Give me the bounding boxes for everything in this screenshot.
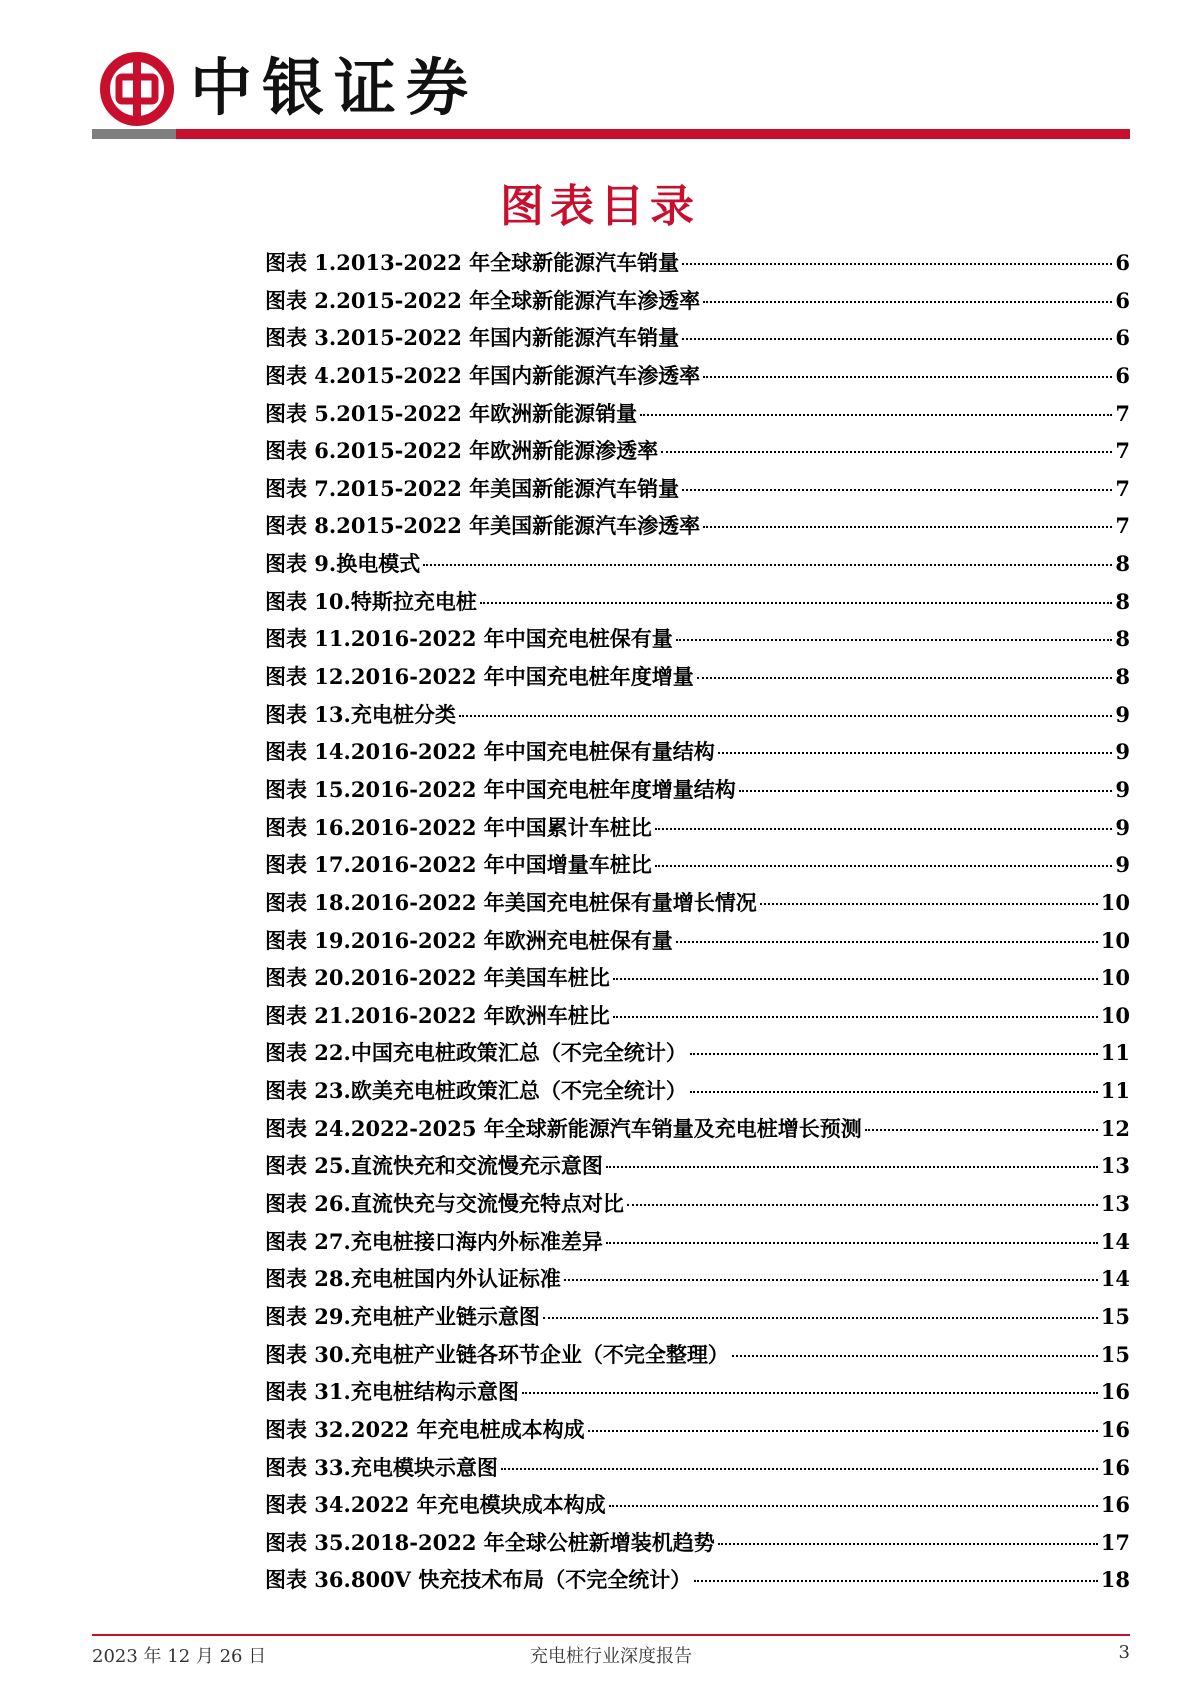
toc-leader-dots — [501, 1468, 1098, 1470]
toc-entry-page: 14 — [1100, 1266, 1130, 1292]
toc-entry-label: 图表 8.2015-2022 年美国新能源汽车渗透率 — [265, 513, 701, 539]
toc-entry-page: 6 — [1115, 287, 1130, 313]
toc-entry-label: 图表 25.直流快充和交流慢充示意图 — [265, 1153, 603, 1179]
page-footer — [92, 1642, 1130, 1668]
toc-entry-page: 12 — [1100, 1115, 1130, 1141]
toc-entry-page: 18 — [1100, 1567, 1130, 1593]
toc-leader-dots — [676, 941, 1098, 943]
toc-entry[interactable] — [265, 395, 1130, 433]
toc-leader-dots — [718, 1543, 1098, 1545]
toc-entry[interactable] — [265, 959, 1130, 997]
toc-entry[interactable] — [265, 1223, 1130, 1261]
header-rule-red — [176, 129, 1130, 139]
toc-entry[interactable] — [265, 809, 1130, 847]
toc-entry[interactable] — [265, 1373, 1130, 1411]
toc-leader-dots — [613, 978, 1098, 980]
toc-entry-page: 9 — [1115, 852, 1130, 878]
toc-entry-page: 15 — [1100, 1303, 1130, 1329]
toc-leader-dots — [865, 1129, 1098, 1131]
toc-entry[interactable] — [265, 658, 1130, 696]
toc-entry[interactable] — [265, 733, 1130, 771]
toc-leader-dots — [682, 489, 1112, 491]
brand-name: 中银证券 — [190, 51, 479, 124]
toc-entry[interactable] — [265, 282, 1130, 320]
toc-list — [265, 244, 1130, 1599]
toc-entry-label: 图表 22.中国充电桩政策汇总（不完全统计） — [265, 1040, 687, 1066]
toc-title: 图表目录 — [500, 181, 700, 232]
toc-leader-dots — [703, 301, 1112, 303]
toc-leader-dots — [613, 1016, 1098, 1018]
toc-entry[interactable] — [265, 1336, 1130, 1374]
toc-entry[interactable] — [265, 1411, 1130, 1449]
toc-entry-label: 图表 33.充电模块示意图 — [265, 1454, 498, 1480]
toc-leader-dots — [640, 414, 1112, 416]
toc-entry-label: 图表 5.2015-2022 年欧洲新能源销量 — [265, 400, 638, 426]
toc-entry[interactable] — [265, 620, 1130, 658]
toc-entry[interactable] — [265, 1034, 1130, 1072]
toc-entry-page: 9 — [1115, 739, 1130, 765]
toc-entry-label: 图表 20.2016-2022 年美国车桩比 — [265, 965, 610, 991]
toc-entry-page: 11 — [1100, 1078, 1130, 1104]
toc-leader-dots — [609, 1505, 1098, 1507]
toc-entry-page: 13 — [1100, 1153, 1130, 1179]
toc-entry[interactable] — [265, 696, 1130, 734]
toc-entry-page: 10 — [1100, 965, 1130, 991]
toc-entry[interactable] — [265, 1561, 1130, 1599]
toc-entry-label: 图表 17.2016-2022 年中国增量车桩比 — [265, 852, 652, 878]
toc-entry-label: 图表 28.充电桩国内外认证标准 — [265, 1266, 561, 1292]
toc-entry-page: 14 — [1100, 1228, 1130, 1254]
toc-entry-page: 8 — [1115, 551, 1130, 577]
toc-leader-dots — [760, 903, 1098, 905]
toc-leader-dots — [739, 790, 1113, 792]
toc-entry-page: 16 — [1100, 1492, 1130, 1518]
toc-entry-label: 图表 23.欧美充电桩政策汇总（不完全统计） — [265, 1078, 687, 1104]
toc-entry-page: 8 — [1115, 664, 1130, 690]
toc-leader-dots — [718, 752, 1113, 754]
toc-leader-dots — [703, 526, 1112, 528]
toc-leader-dots — [606, 1242, 1098, 1244]
toc-entry-page: 16 — [1100, 1416, 1130, 1442]
toc-entry-page: 11 — [1100, 1040, 1130, 1066]
toc-leader-dots — [459, 715, 1113, 717]
toc-leader-dots — [694, 1580, 1097, 1582]
toc-entry-label: 图表 15.2016-2022 年中国充电桩年度增量结构 — [265, 776, 736, 802]
toc-leader-dots — [661, 451, 1112, 453]
toc-entry-page: 6 — [1115, 325, 1130, 351]
toc-entry-label: 图表 10.特斯拉充电桩 — [265, 588, 477, 614]
toc-entry[interactable] — [265, 583, 1130, 621]
toc-entry-page: 15 — [1100, 1341, 1130, 1367]
toc-entry-page: 9 — [1115, 701, 1130, 727]
toc-entry-page: 7 — [1115, 438, 1130, 464]
toc-entry-label: 图表 24.2022-2025 年全球新能源汽车销量及充电桩增长预测 — [265, 1115, 862, 1141]
toc-leader-dots — [682, 338, 1112, 340]
footer-page-number: 3 — [1118, 1642, 1130, 1663]
toc-entry-label: 图表 2.2015-2022 年全球新能源汽车渗透率 — [265, 287, 701, 313]
toc-entry-label: 图表 26.直流快充与交流慢充特点对比 — [265, 1191, 624, 1217]
toc-entry-page: 16 — [1100, 1379, 1130, 1405]
page-header — [0, 0, 1200, 140]
toc-entry[interactable] — [265, 1449, 1130, 1487]
toc-entry-label: 图表 35.2018-2022 年全球公桩新增装机趋势 — [265, 1529, 715, 1555]
toc-leader-dots — [606, 1166, 1098, 1168]
toc-entry-label: 图表 18.2016-2022 年美国充电桩保有量增长情况 — [265, 889, 757, 915]
toc-entry-label: 图表 3.2015-2022 年国内新能源汽车销量 — [265, 325, 680, 351]
toc-entry-page: 10 — [1100, 1002, 1130, 1028]
toc-entry-page: 16 — [1100, 1454, 1130, 1480]
header-rule-gray — [92, 129, 176, 139]
toc-leader-dots — [564, 1279, 1098, 1281]
toc-entry-label: 图表 12.2016-2022 年中国充电桩年度增量 — [265, 664, 694, 690]
footer-rule — [92, 1634, 1130, 1636]
toc-entry[interactable] — [265, 884, 1130, 922]
toc-entry-label: 图表 34.2022 年充电模块成本构成 — [265, 1492, 606, 1518]
toc-entry-label: 图表 19.2016-2022 年欧洲充电桩保有量 — [265, 927, 673, 953]
toc-entry-label: 图表 9.换电模式 — [265, 551, 421, 577]
toc-entry[interactable] — [265, 922, 1130, 960]
toc-entry[interactable] — [265, 1298, 1130, 1336]
toc-leader-dots — [655, 865, 1113, 867]
toc-entry[interactable] — [265, 1524, 1130, 1562]
toc-entry-label: 图表 14.2016-2022 年中国充电桩保有量结构 — [265, 739, 715, 765]
toc-entry-label: 图表 4.2015-2022 年国内新能源汽车渗透率 — [265, 362, 701, 388]
toc-entry-label: 图表 30.充电桩产业链各环节企业（不完全整理） — [265, 1341, 729, 1367]
toc-entry-page: 6 — [1115, 250, 1130, 275]
toc-entry-label: 图表 7.2015-2022 年美国新能源汽车销量 — [265, 475, 680, 501]
toc-leader-dots — [676, 639, 1113, 641]
toc-entry-label: 图表 27.充电桩接口海内外标准差异 — [265, 1228, 603, 1254]
toc-entry[interactable] — [265, 507, 1130, 545]
toc-entry-label: 图表 29.充电桩产业链示意图 — [265, 1303, 540, 1329]
toc-entry-page: 8 — [1115, 588, 1130, 614]
toc-entry-page: 8 — [1115, 626, 1130, 652]
toc-entry[interactable] — [265, 319, 1130, 357]
toc-leader-dots — [682, 263, 1112, 265]
toc-entry[interactable] — [265, 1072, 1130, 1110]
toc-leader-dots — [588, 1430, 1098, 1432]
toc-entry[interactable] — [265, 244, 1130, 282]
toc-entry[interactable] — [265, 432, 1130, 470]
toc-leader-dots — [627, 1204, 1098, 1206]
toc-leader-dots — [697, 677, 1113, 679]
toc-leader-dots — [423, 564, 1112, 566]
toc-entry-page: 6 — [1115, 362, 1130, 388]
toc-leader-dots — [690, 1091, 1098, 1093]
toc-entry[interactable] — [265, 997, 1130, 1035]
toc-entry[interactable] — [265, 1185, 1130, 1223]
toc-entry-label: 图表 31.充电桩结构示意图 — [265, 1379, 519, 1405]
toc-leader-dots — [732, 1355, 1098, 1357]
toc-entry-page: 7 — [1115, 513, 1130, 539]
bank-of-china-logo-icon — [100, 52, 174, 126]
toc-entry-page: 17 — [1100, 1529, 1130, 1555]
toc-entry-page: 7 — [1115, 475, 1130, 501]
toc-entry-label: 图表 11.2016-2022 年中国充电桩保有量 — [265, 626, 673, 652]
toc-entry[interactable] — [265, 470, 1130, 508]
toc-entry[interactable] — [265, 1147, 1130, 1185]
toc-leader-dots — [655, 828, 1113, 830]
toc-leader-dots — [543, 1317, 1098, 1319]
toc-entry-page: 7 — [1115, 400, 1130, 426]
toc-leader-dots — [522, 1392, 1098, 1394]
toc-entry[interactable] — [265, 846, 1130, 884]
footer-date: 2023 年 12 月 26 日 — [92, 1646, 267, 1667]
toc-entry-label: 图表 1.2013-2022 年全球新能源汽车销量 — [265, 250, 680, 275]
footer-doc-title: 充电桩行业深度报告 — [530, 1646, 692, 1667]
toc-entry-page: 10 — [1100, 889, 1130, 915]
toc-entry-label: 图表 21.2016-2022 年欧洲车桩比 — [265, 1002, 610, 1028]
toc-entry-page: 13 — [1100, 1191, 1130, 1217]
toc-entry-label: 图表 36.800V 快充技术布局（不完全统计） — [265, 1567, 692, 1593]
toc-entry[interactable] — [265, 771, 1130, 809]
toc-entry-label: 图表 6.2015-2022 年欧洲新能源渗透率 — [265, 438, 659, 464]
toc-entry[interactable] — [265, 357, 1130, 395]
toc-entry-page: 10 — [1100, 927, 1130, 953]
toc-leader-dots — [703, 376, 1112, 378]
toc-entry[interactable] — [265, 1260, 1130, 1298]
toc-entry-label: 图表 13.充电桩分类 — [265, 701, 456, 727]
toc-entry[interactable] — [265, 1110, 1130, 1148]
toc-leader-dots — [480, 602, 1113, 604]
toc-entry-page: 9 — [1115, 814, 1130, 840]
toc-entry[interactable] — [265, 1486, 1130, 1524]
toc-entry-label: 图表 16.2016-2022 年中国累计车桩比 — [265, 814, 652, 840]
toc-entry-label: 图表 32.2022 年充电桩成本构成 — [265, 1416, 585, 1442]
toc-leader-dots — [690, 1053, 1098, 1055]
toc-entry[interactable] — [265, 545, 1130, 583]
toc-entry-page: 9 — [1115, 776, 1130, 802]
